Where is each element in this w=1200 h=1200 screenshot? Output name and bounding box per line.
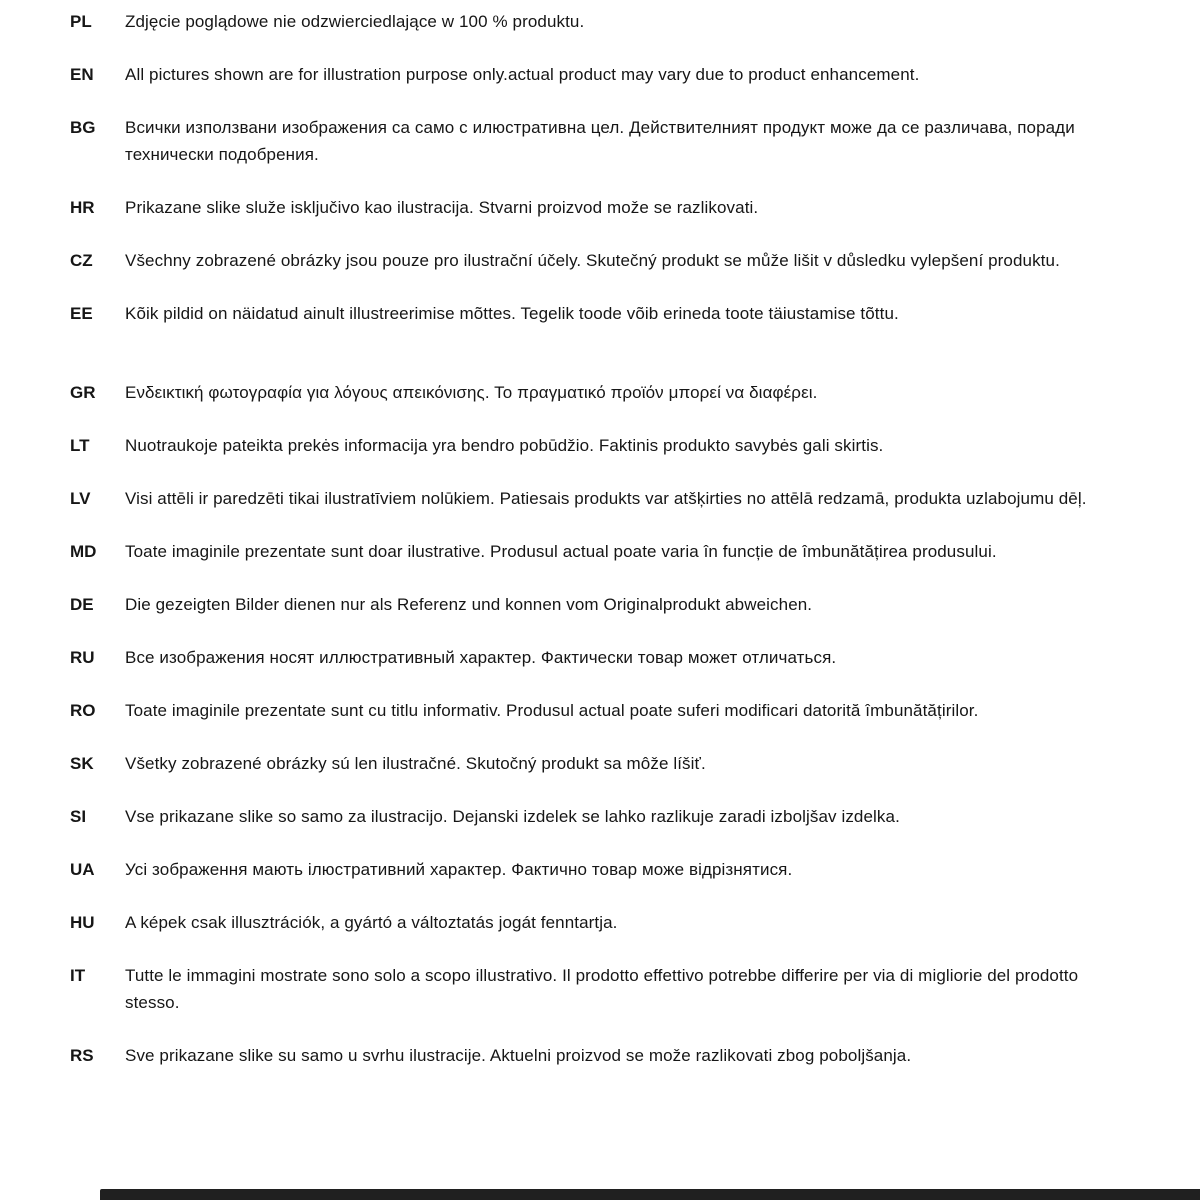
disclaimer-text: Nuotraukoje pateikta prekės informacija yra bendro pobūdžio. Faktinis produkto savybės gali skirtis.: [125, 436, 884, 455]
disclaimer-row: [70, 750, 1130, 777]
disclaimer-row: [70, 909, 1130, 936]
disclaimer-row: [70, 1042, 1130, 1069]
disclaimer-text: Visi attēli ir paredzēti tikai ilustratīviem nolūkiem. Patiesais produkts var atšķirties no attēlā redzamā, produkta uzlabojumu dēļ.: [125, 489, 1087, 508]
disclaimer-text: Kõik pildid on näidatud ainult illustreerimise mõttes. Tegelik toode võib erineda toote täiustamise tõttu.: [125, 304, 899, 323]
language-code-label: PL: [70, 12, 92, 31]
disclaimer-text: Zdjęcie poglądowe nie odzwierciedlające w 100 % produktu.: [125, 12, 585, 31]
disclaimer-text: Vse prikazane slike so samo za ilustracijo. Dejanski izdelek se lahko razlikuje zaradi izboljšav izdelka.: [125, 807, 900, 826]
disclaimer-text: A képek csak illusztrációk, a gyártó a változtatás jogát fenntartja.: [125, 913, 618, 932]
disclaimer-text: Sve prikazane slike su samo u svrhu ilustracije. Aktuelni proizvod se može razlikovati zbog poboljšanja.: [125, 1046, 912, 1065]
disclaimer-row: [70, 379, 1130, 406]
disclaimer-row: [70, 697, 1130, 724]
language-code-label: RU: [70, 648, 95, 667]
disclaimer-text: Всички използвани изображения са само с илюстративна цел. Действителният продукт може да се различава, поради технически подобрения.: [125, 118, 1075, 164]
language-code-label: IT: [70, 966, 86, 985]
disclaimer-row: [70, 856, 1130, 883]
language-code-label: LT: [70, 436, 90, 455]
disclaimer-text: Все изображения носят иллюстративный характер. Фактически товар может отличаться.: [125, 648, 837, 667]
language-code-label: SI: [70, 807, 87, 826]
language-code-label: RO: [70, 701, 96, 720]
page-bottom-edge-bar: [100, 1189, 1200, 1200]
language-code-label: BG: [70, 118, 96, 137]
language-code-label: EE: [70, 304, 93, 323]
language-code-label: EN: [70, 65, 94, 84]
disclaimer-row: [70, 432, 1130, 459]
language-code-label: RS: [70, 1046, 94, 1065]
disclaimer-text: All pictures shown are for illustration purpose only.actual product may vary due to product enhancement.: [125, 65, 920, 84]
disclaimer-row: [70, 114, 1130, 168]
language-code-label: MD: [70, 542, 97, 561]
disclaimer-row: [70, 300, 1130, 327]
language-code-label: GR: [70, 383, 96, 402]
language-code-label: UA: [70, 860, 95, 879]
language-code-label: LV: [70, 489, 91, 508]
disclaimer-text: Toate imaginile prezentate sunt cu titlu informativ. Produsul actual poate suferi modificari datorită îmbunătățirilor.: [125, 701, 979, 720]
disclaimer-text: Toate imaginile prezentate sunt doar ilustrative. Produsul actual poate varia în funcție de îmbunătățirea produsului.: [125, 542, 997, 561]
disclaimer-text: Prikazane slike služe isključivo kao ilustracija. Stvarni proizvod može se razlikovati.: [125, 198, 759, 217]
disclaimer-text: Ενδεικτική φωτογραφία για λόγους απεικόνισης. Το πραγματικό προϊόν μπορεί να διαφέρει.: [125, 383, 818, 402]
disclaimer-row: [70, 962, 1130, 1016]
disclaimer-row: [70, 538, 1130, 565]
disclaimer-text: Усі зображення мають ілюстративний характер. Фактично товар може відрізнятися.: [125, 860, 793, 879]
disclaimer-row: [70, 803, 1130, 830]
disclaimer-row: [70, 591, 1130, 618]
language-code-label: HR: [70, 198, 95, 217]
disclaimer-row: [70, 61, 1130, 88]
language-code-label: SK: [70, 754, 94, 773]
disclaimer-row: [70, 644, 1130, 671]
disclaimer-row: [70, 485, 1130, 512]
disclaimer-text: Die gezeigten Bilder dienen nur als Referenz und konnen vom Originalprodukt abweichen.: [125, 595, 813, 614]
language-code-label: CZ: [70, 251, 93, 270]
language-code-label: HU: [70, 913, 95, 932]
language-code-label: DE: [70, 595, 94, 614]
disclaimer-text: Všetky zobrazené obrázky sú len ilustračné. Skutočný produkt sa môže líšiť.: [125, 754, 706, 773]
disclaimer-row: [70, 247, 1130, 274]
disclaimer-row: [70, 194, 1130, 221]
disclaimer-row: [70, 8, 1130, 35]
disclaimer-text: Všechny zobrazené obrázky jsou pouze pro ilustrační účely. Skutečný produkt se může lišit v důsledku vylepšení produktu.: [125, 251, 1060, 270]
disclaimer-text: Tutte le immagini mostrate sono solo a scopo illustrativo. Il prodotto effettivo potrebbe differire per via di migliorie del prodotto stesso.: [125, 966, 1079, 1012]
